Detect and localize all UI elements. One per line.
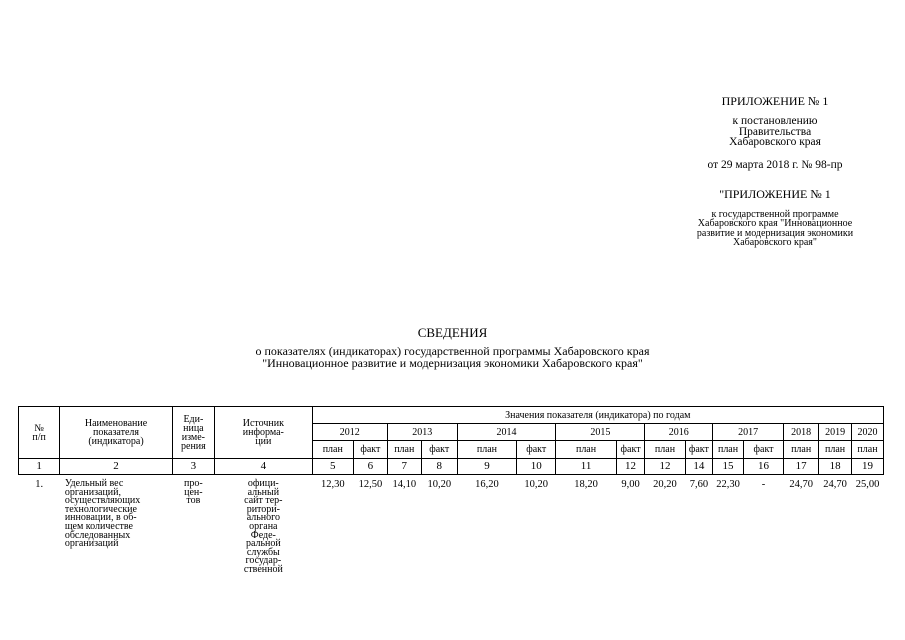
row-name-line: организаций [64, 538, 119, 550]
appendix2-subtitle-line: Хабаровского края" [733, 236, 817, 248]
column-index: 18 [819, 459, 852, 475]
header-plan: план [784, 441, 819, 459]
header-source-line: ции [255, 436, 272, 447]
appendix2-subtitle-line: Хабаровского края "Инновационное [697, 218, 853, 230]
table-row [19, 480, 884, 575]
row-name-line: осуществляющих [64, 495, 141, 507]
column-index: 12 [645, 459, 685, 475]
column-index: 5 [312, 459, 353, 475]
header-num-line: № [34, 422, 44, 434]
header-unit-line: ница [183, 422, 204, 434]
row-source-line: ального [246, 512, 280, 524]
header-unit [172, 407, 214, 459]
row-name [60, 480, 172, 575]
appendix-subtitle-line: к постановлению [732, 115, 818, 127]
row-unit-line: тов [186, 495, 201, 507]
row-name-line: Удельный вес [64, 478, 124, 489]
appendix2-subtitle [660, 210, 890, 247]
header-name-line: (индикатора) [88, 436, 144, 447]
row-value: 18,20 [574, 479, 598, 490]
appendix-subtitle-line: Правительства [738, 125, 812, 138]
column-index: 8 [421, 459, 457, 475]
column-index: 15 [713, 459, 744, 475]
header-name-line: Наименование [84, 418, 148, 429]
header-source-line: Источник [242, 418, 284, 429]
row-source-line: государ- [245, 555, 282, 567]
row-source-line: альный [247, 486, 280, 498]
row-source-line: ственной [243, 563, 283, 575]
header-unit-line: изме- [181, 431, 206, 443]
column-index: 17 [784, 459, 819, 475]
header-year: 2012 [312, 424, 387, 441]
row-source-line: службы [246, 546, 280, 558]
row-value: 22,30 [716, 479, 740, 490]
document-subtitle-line: о показателях (индикаторах) государственной программы Хабаровского края [255, 344, 650, 358]
row-value: 12,30 [320, 479, 345, 490]
header-name [60, 407, 172, 459]
header-year: 2017 [713, 424, 784, 441]
column-index: 11 [556, 459, 616, 475]
row-value: 25,00 [855, 479, 880, 490]
column-index: 9 [457, 459, 516, 475]
header-fact: факт [685, 441, 713, 459]
column-index: 2 [60, 459, 172, 475]
column-index: 19 [852, 459, 884, 475]
header-unit-line: Еди- [183, 413, 204, 425]
header-year: 2016 [645, 424, 713, 441]
header-year: 2019 [819, 424, 852, 441]
row-unit-line: цен- [184, 486, 203, 498]
header-source-line: информа- [242, 427, 284, 438]
row-value: 14,10 [392, 479, 417, 490]
column-index: 10 [517, 459, 556, 475]
header-plan: план [713, 441, 744, 459]
row-source-line: ритори- [246, 503, 280, 515]
header-plan: план [645, 441, 685, 459]
appendix2-subtitle-line: развитие и модернизация экономики [696, 227, 854, 239]
row-value: 10,20 [524, 479, 549, 490]
row-value: 10,20 [427, 479, 452, 490]
header-plan: план [819, 441, 852, 459]
row-unit-line: про- [184, 478, 203, 489]
column-index: 1 [19, 459, 60, 475]
column-index: 7 [387, 459, 421, 475]
header-fact: факт [616, 441, 645, 459]
header-values-group: Значения показателя (индикатора) по годам [312, 407, 883, 424]
header-fact: факт [743, 441, 783, 459]
row-source-line: офици- [247, 478, 279, 489]
appendix-date: от 29 марта 2018 г. № 98-пр [707, 159, 843, 171]
row-unit [172, 480, 214, 575]
row-source-line: сайт тер- [244, 495, 283, 507]
appendix2-title: "ПРИЛОЖЕНИЕ № 1 [719, 187, 831, 201]
header-year: 2015 [556, 424, 645, 441]
column-index: 6 [353, 459, 387, 475]
header-num [19, 407, 60, 459]
appendix-title: ПРИЛОЖЕНИЕ № 1 [721, 94, 829, 108]
header-plan: план [387, 441, 421, 459]
row-value: 7,60 [689, 479, 709, 490]
header-year: 2018 [784, 424, 819, 441]
header-year: 2014 [457, 424, 556, 441]
row-source [215, 480, 313, 575]
column-index: 16 [743, 459, 783, 475]
row-num: 1. [35, 479, 44, 490]
header-fact: факт [353, 441, 387, 459]
header-plan: план [556, 441, 616, 459]
indicators-table [18, 406, 884, 575]
header-plan: план [457, 441, 516, 459]
row-value: 12,50 [358, 479, 383, 490]
header-source [215, 407, 313, 459]
appendix-subtitle [660, 116, 890, 148]
header-year: 2020 [852, 424, 884, 441]
row-value: 16,20 [475, 479, 499, 490]
document-title: СВЕДЕНИЯ [417, 325, 488, 340]
document-subtitle-line: "Инновационное развитие и модернизация экономики Хабаровского края" [262, 355, 643, 370]
row-name-line: обследованных [64, 529, 131, 541]
row-value: 24,70 [823, 479, 847, 490]
row-source-line: Феде- [250, 529, 276, 541]
row-name-line: организаций, [64, 486, 122, 498]
row-value: 24,70 [789, 479, 813, 490]
header-plan: план [312, 441, 353, 459]
header-num-line: п/п [32, 431, 46, 443]
appendix-subtitle-line: Хабаровского края [729, 136, 821, 148]
row-value: 20,20 [653, 479, 677, 490]
row-name-line: технологические [64, 503, 137, 515]
column-index: 14 [685, 459, 713, 475]
row-value: 9,00 [621, 479, 640, 490]
column-index: 4 [215, 459, 313, 475]
appendix2-subtitle-line: к государственной программе [711, 209, 839, 220]
header-name-line: показателя [92, 427, 140, 438]
row-name-line: щем количестве [64, 520, 133, 532]
column-index-row [19, 459, 884, 475]
header-year: 2013 [387, 424, 457, 441]
document-subtitle [0, 346, 905, 369]
row-source-line: ральной [245, 538, 281, 550]
row-value: - [761, 479, 766, 490]
column-index: 3 [172, 459, 214, 475]
column-index: 12 [616, 459, 645, 475]
row-name-line: инновации, в об- [64, 512, 137, 524]
header-fact: факт [421, 441, 457, 459]
row-source-line: органа [249, 520, 278, 532]
header-plan: план [852, 441, 884, 459]
header-unit-line: рения [181, 440, 206, 452]
header-fact: факт [517, 441, 556, 459]
